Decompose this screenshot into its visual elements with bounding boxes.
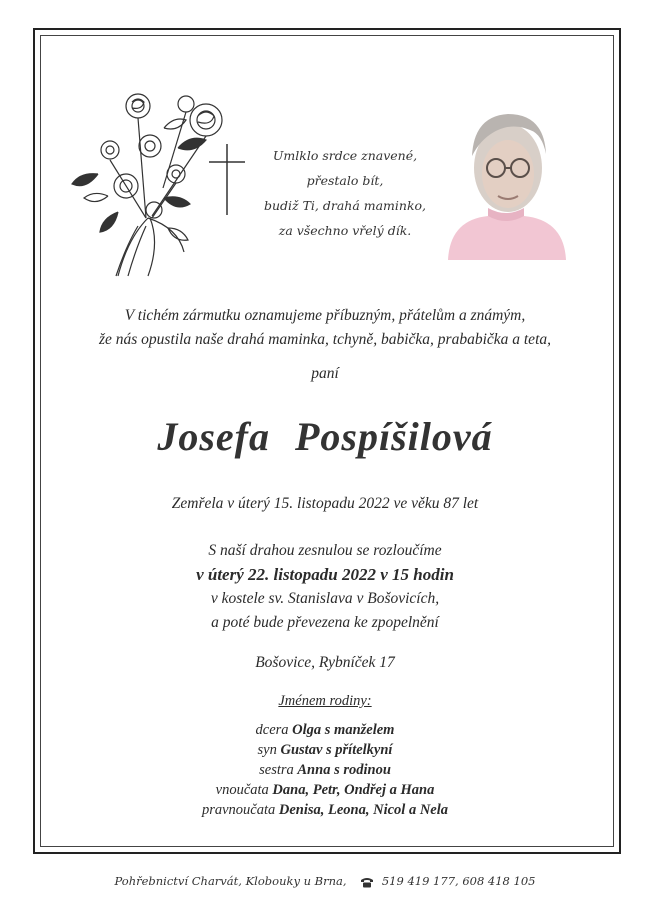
poem-line: budiž Ti, drahá maminko, — [263, 198, 427, 213]
family-address: Bošovice, Rybníček 17 — [255, 654, 395, 671]
deceased-name: Josefa Pospíšilová — [157, 414, 493, 459]
poem-line: přestalo bít, — [306, 173, 384, 188]
family-heading-text: Jménem rodiny: — [278, 693, 372, 709]
family-relation: sestra — [259, 762, 294, 778]
cremation-note: a poté bude převezena ke zpopelnění — [211, 614, 439, 631]
family-member — [60, 800, 590, 820]
death-date-line: Zemřela v úterý 15. listopadu 2022 ve věku 87 let — [171, 495, 479, 512]
family-names: Dana, Petr, Ondřej a Hana — [272, 782, 435, 798]
funeral-service-name: Pohřebnictví Charvát, Klobouky u Brna, — [114, 874, 347, 888]
family-members-list — [60, 720, 590, 820]
announcement-line: V tichém zármutku oznamujeme příbuzným, přátelům a známým, — [124, 307, 526, 324]
deceased-portrait-photo — [444, 98, 568, 260]
cross-icon — [207, 142, 247, 217]
funeral-service-footer — [60, 874, 590, 888]
phone-numbers: 519 419 177, 608 418 105 — [381, 874, 536, 888]
family-relation: pravnoučata — [201, 802, 276, 818]
telephone-icon — [360, 877, 374, 888]
flower-bouquet-illustration — [68, 88, 228, 278]
funeral-location: v kostele sv. Stanislava v Bošovicích, — [210, 590, 440, 607]
family-member — [60, 780, 590, 800]
family-relation: vnoučata — [215, 782, 269, 798]
poem-line: za všechno vřelý dík. — [278, 223, 412, 238]
family-names: Olga s manželem — [292, 722, 395, 738]
family-relation: syn — [257, 742, 277, 758]
family-names: Anna s rodinou — [297, 762, 391, 778]
family-relation: dcera — [255, 722, 289, 738]
family-member — [60, 740, 590, 760]
family-member — [60, 720, 590, 740]
family-names: Gustav s přítelkyní — [280, 742, 393, 758]
family-heading — [60, 693, 590, 710]
poem-line: Umlklo srdce znavené, — [272, 148, 418, 163]
announcement-line: že nás opustila naše drahá maminka, tchyně, babička, prababička a teta, — [98, 331, 551, 348]
family-member — [60, 760, 590, 780]
honorific: paní — [311, 365, 339, 382]
announcement-text — [60, 304, 590, 352]
funeral-date-time: v úterý 22. listopadu 2022 v 15 hodin — [196, 565, 454, 584]
funeral-details — [60, 539, 590, 635]
farewell-line: S naší drahou zesnulou se rozloučíme — [208, 542, 442, 559]
memorial-poem — [255, 143, 435, 243]
family-names: Denisa, Leona, Nicol a Nela — [278, 802, 449, 818]
